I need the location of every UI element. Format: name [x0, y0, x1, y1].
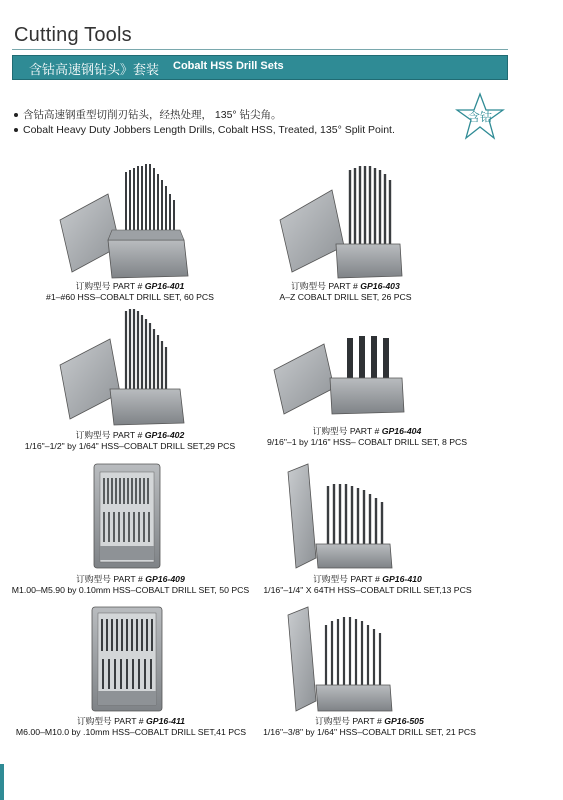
part-number: GP16-411	[146, 716, 185, 726]
order-line	[263, 281, 428, 292]
product-caption-gp16-401	[40, 281, 220, 303]
part-number: GP16-402	[144, 430, 185, 440]
product-description: 1/16"–1/2" by 1/64" HSS–COBALT DRILL SET,29 PCS	[24, 441, 236, 451]
product-image-gp16-404	[272, 318, 412, 418]
order-prefix: 订购型号 PART #	[315, 716, 385, 726]
order-line	[40, 281, 220, 292]
feature-text: Cobalt Heavy Duty Jobbers Length Drills, Cobalt HSS, Treated, 135° Split Point.	[23, 124, 395, 136]
product-image-gp16-409	[92, 462, 162, 570]
product-caption-gp16-410	[260, 574, 475, 596]
feature-text: 含钴高速钢重型切削刃钻头，经热处理， 135° 钻尖角。	[23, 109, 282, 121]
product-caption-gp16-409	[8, 574, 253, 596]
product-image-gp16-505	[286, 605, 396, 713]
product-caption-gp16-411	[12, 716, 250, 738]
title-divider	[12, 49, 508, 50]
part-number: GP16-404	[381, 426, 422, 436]
bullet-dot-icon	[14, 128, 18, 132]
product-image-gp16-402	[56, 305, 196, 427]
feature-bullet-en	[14, 124, 395, 136]
bullet-dot-icon	[14, 113, 18, 117]
order-prefix: 订购型号 PART #	[75, 281, 145, 291]
product-description: M1.00–M5.90 by 0.10mm HSS–COBALT DRILL SET, 50 PCS	[11, 585, 250, 595]
product-description: M6.00–M10.0 by .10mm HSS–COBALT DRILL SET,41 PCS	[15, 727, 247, 737]
product-image-gp16-411	[90, 605, 164, 713]
product-description: 9/16"–1 by 1/16" HSS– COBALT DRILL SET, 8 PCS	[266, 437, 468, 447]
product-description: 1/16"–1/4" X 64TH HSS–COBALT DRILL SET,13 PCS	[263, 585, 472, 595]
order-line	[20, 430, 240, 441]
order-prefix: 订购型号 PART #	[76, 574, 146, 584]
product-caption-gp16-403	[263, 281, 428, 303]
section-banner	[12, 55, 508, 80]
product-description: #1–#60 HSS–COBALT DRILL SET, 60 PCS	[46, 292, 214, 302]
product-description: A–Z COBALT DRILL SET, 26 PCS	[279, 292, 412, 302]
order-line	[262, 716, 477, 727]
page-edge-marker	[0, 764, 4, 800]
order-prefix: 订购型号 PART #	[76, 716, 147, 726]
badge-label: 含钴	[467, 110, 492, 124]
feature-bullet-cn	[14, 107, 282, 122]
product-description: 1/16"–3/8" by 1/64" HSS–COBALT DRILL SET, 21 PCS	[263, 727, 476, 737]
order-line	[260, 574, 475, 585]
order-line	[8, 574, 253, 585]
page-title: Cutting Tools	[14, 24, 132, 46]
product-image-gp16-410	[286, 462, 396, 570]
part-number: GP16-409	[145, 574, 185, 584]
order-prefix: 订购型号 PART #	[313, 574, 383, 584]
part-number: GP16-403	[360, 281, 400, 291]
product-caption-gp16-505	[262, 716, 477, 738]
product-image-gp16-403	[276, 160, 416, 282]
cobalt-star-badge	[455, 92, 505, 142]
part-number: GP16-410	[382, 574, 422, 584]
product-caption-gp16-402	[20, 430, 240, 452]
product-caption-gp16-404	[262, 426, 472, 448]
order-line	[262, 426, 472, 437]
order-prefix: 订购型号 PART #	[312, 426, 382, 436]
banner-english-title: Cobalt HSS Drill Sets	[173, 60, 284, 72]
order-prefix: 订购型号 PART #	[291, 281, 361, 291]
banner-chinese-title: 含钴高速钢钻头》套装	[29, 62, 160, 77]
order-prefix: 订购型号 PART #	[75, 430, 145, 440]
product-image-gp16-401	[56, 160, 196, 282]
order-line	[12, 716, 250, 727]
part-number: GP16-401	[144, 281, 185, 291]
part-number: GP16-505	[384, 716, 424, 726]
